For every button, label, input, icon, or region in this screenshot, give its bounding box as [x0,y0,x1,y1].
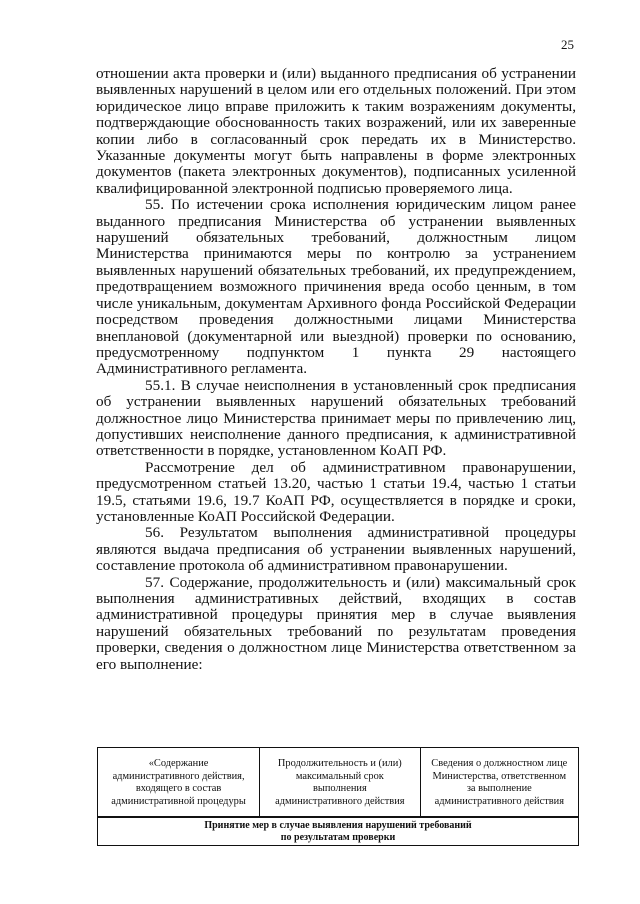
header-cell-responsible: Сведения о должностном лице Министерства, ответственном за выполнение административного действия [420,748,578,818]
paragraph-continuation: отношении акта проверки и (или) выданного предписания об устранении выявленных нарушений в целом или его отдельных положений. При этом юридическое лицо вправе приложить к таким возражениям документы, подтверждающие обоснованность таких возражений, или их заверенные копии либо в согласованный срок передать их в Министерство. Указанные документы могут быть направлены в форме электронных документов (пакета электронных документов), подписанных усиленной квалифицированной электронной подписью проверяемого лица. [96,65,576,197]
page-number: 25 [561,37,574,52]
paragraph-57: 57. Содержание, продолжительность и (или) максимальный срок выполнения административных действий, входящих в состав административной процедуры принятия мер в случае выявления нарушений обязательных требований по результатам проведения проверки, сведения о должностном лице Министерства ответственном за его выполнение: [96,573,576,673]
procedure-table [97,747,579,846]
paragraph-56: 56. Результатом выполнения административной процедуры являются выдача предписания об устранении выявленных нарушений, составление протокола об административном правонарушении. [96,524,576,575]
table-section-row [98,817,579,845]
document-body [96,66,576,673]
paragraph-55: 55. По истечении срока исполнения юридическим лицом ранее выданного предписания Министерства об устранении выявленных нарушений обязательных требований, должностным лицом Министерства принимаются меры по контролю за устранением выявленных нарушений обязательных требований, их предупреждением, предотвращением возможного причинения вреда особо ценным, в том числе уникальным, документам Архивного фонда Российской Федерации посредством проведения должностными лицами Министерства внеплановой (документарной или выездной) проверки по основанию, предусмотренному подпунктом 1 пункта 29 настоящего Административного регламента. [96,196,576,378]
paragraph-55-1-consideration: Рассмотрение дел об административном правонарушении, предусмотренном статьей 13.20, частью 1 статьи 19.4, частью 1 статьи 19.5, статьями 19.6, 19.7 КоАП РФ, осуществляется в порядке и сроки, установленные КоАП Российской Федерации. [96,458,576,525]
header-cell-content: «Содержание административного действия, входящего в состав административной процедуры [98,748,260,818]
paragraph-55-1: 55.1. В случае неисполнения в установленный срок предписания об устранении выявленных нарушений обязательных требований должностное лицо Министерства принимает меры по привлечению лиц, допустивших неисполнение данного предписания, к административной ответственности в порядке, установленном КоАП РФ. [96,376,576,460]
header-cell-duration: Продолжительность и (или) максимальный срок выполнения административного действия [260,748,420,818]
table-header-row [98,748,579,818]
section-title-cell: Принятие мер в случае выявления нарушений требований по результатам проверки [98,817,579,845]
